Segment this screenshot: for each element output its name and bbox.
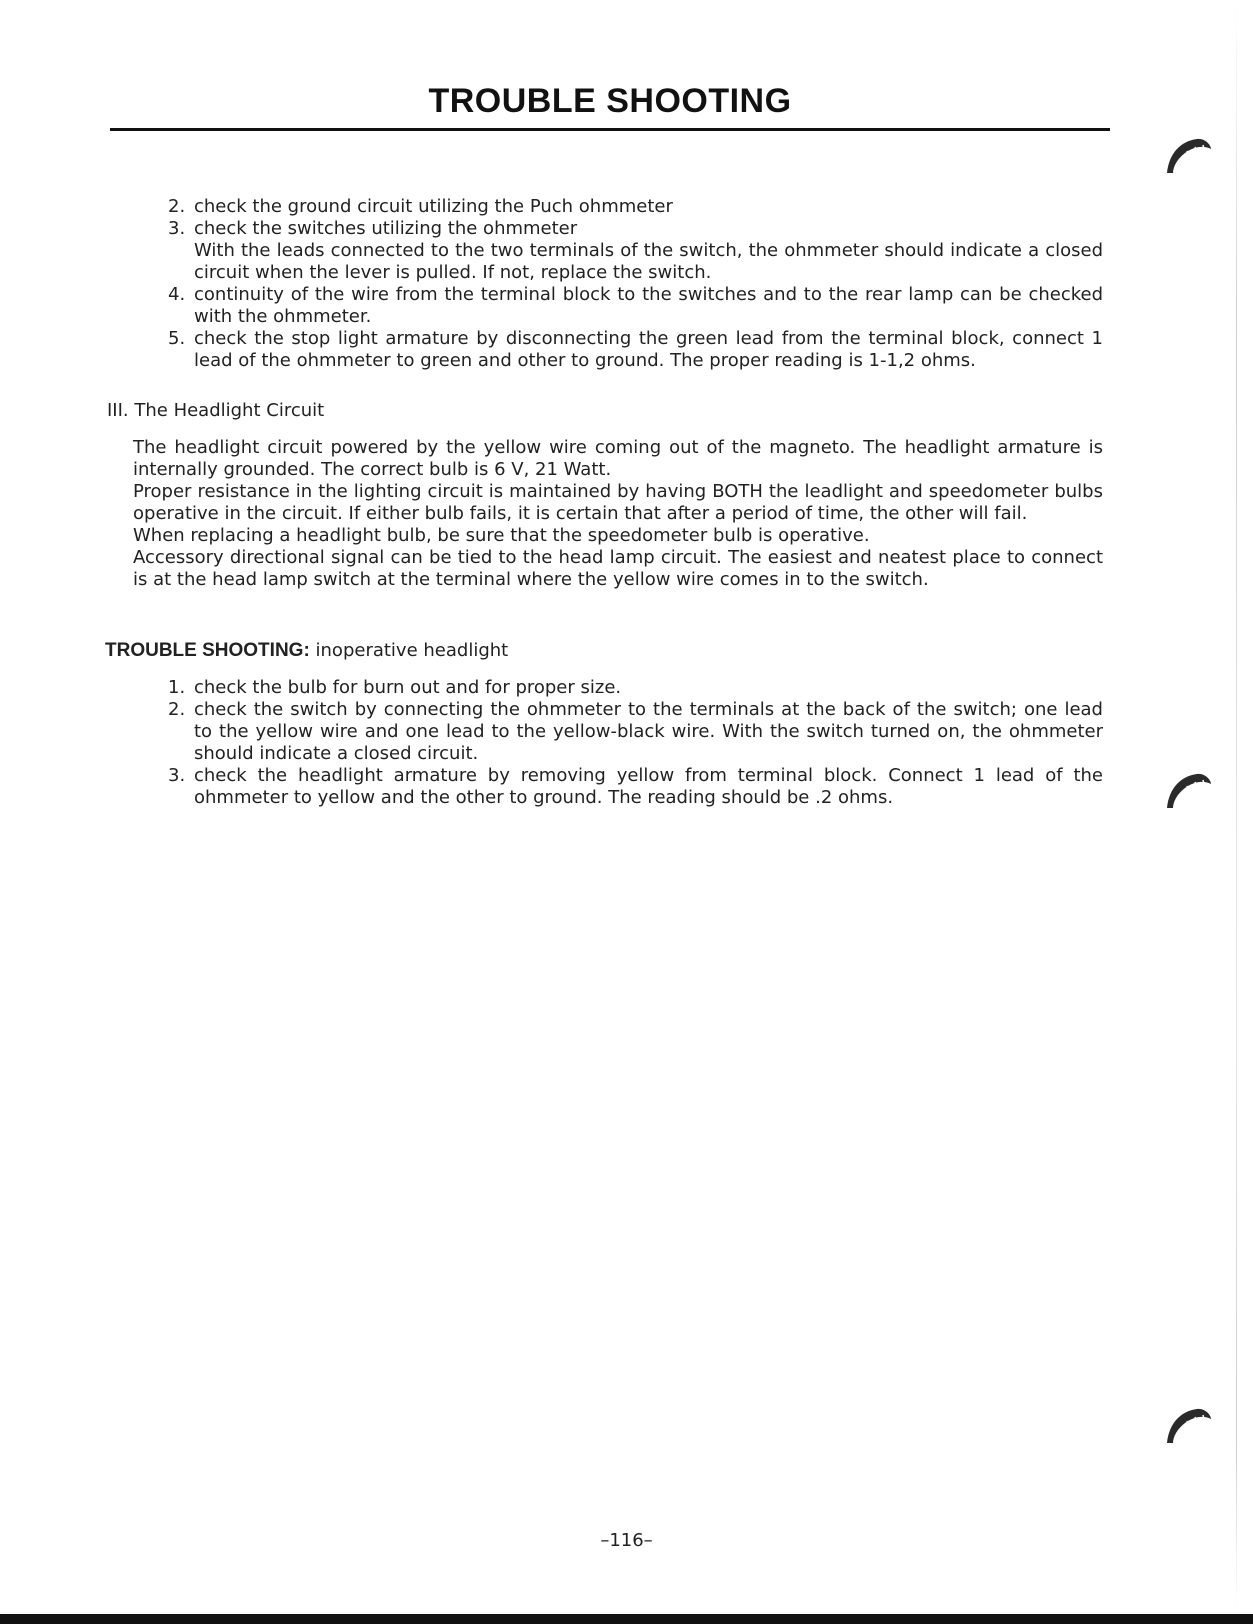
trouble-shooting-label: TROUBLE SHOOTING:: [105, 640, 310, 661]
list-item-text: check the bulb for burn out and for proper size.: [194, 677, 622, 698]
list-item: [168, 328, 1103, 372]
headlight-circuit-text: [133, 437, 1103, 591]
binder-hole-icon: [1163, 1405, 1213, 1445]
scan-edge-line: [1236, 0, 1237, 1610]
list-item: [168, 284, 1103, 328]
list-item-number: 1.: [168, 677, 186, 698]
paragraph: The headlight circuit powered by the yellow wire coming out of the magneto. The headlight armature is internally grounded. The correct bulb is 6 V, 21 Watt.: [133, 437, 1103, 480]
binder-hole-icon: [1163, 135, 1213, 175]
list-item-text: check the switches utilizing the ohmmeter: [194, 218, 578, 239]
binder-hole-icon: [1163, 770, 1213, 810]
list-item-text: check the ground circuit utilizing the Puch ohmmeter: [194, 196, 673, 217]
trouble-shooting-heading: [105, 640, 508, 662]
list-item-text: With the leads connected to the two terminals of the switch, the ohmmeter should indicate a closed circuit when the lever is pulled. If not, replace the switch.: [194, 240, 1103, 283]
list-item-number: 2.: [168, 196, 186, 217]
list-item-number: 2.: [168, 699, 186, 720]
headlight-check-list: [168, 677, 1103, 809]
list-item-text: continuity of the wire from the terminal block to the switches and to the rear lamp can be checked with the ohmmeter.: [194, 284, 1103, 327]
page-number: –116–: [600, 1530, 653, 1551]
list-item: [168, 196, 1103, 218]
list-item-number: 3.: [168, 218, 186, 239]
list-item-number: 3.: [168, 765, 186, 786]
list-item-text: check the stop light armature by disconnecting the green lead from the terminal block, connect 1 lead of the ohmmeter to green and other to ground. The proper reading is 1-1,2 ohms.: [194, 328, 1103, 371]
paragraph: Accessory directional signal can be tied to the head lamp circuit. The easiest and neatest place to connect is at the head lamp switch at the terminal where the yellow wire comes in to the switch.: [133, 547, 1103, 590]
title-rule: [110, 128, 1110, 131]
trouble-shooting-subject: inoperative headlight: [315, 640, 509, 661]
list-item-number: 4.: [168, 284, 186, 305]
paragraph: Proper resistance in the lighting circuit is maintained by having BOTH the leadlight and speedometer bulbs operative in the circuit. If either bulb fails, it is certain that after a period of time, the other will fail.: [133, 481, 1103, 524]
section-heading: III. The Headlight Circuit: [107, 400, 325, 421]
list-item: [168, 765, 1103, 809]
list-item-text: check the headlight armature by removing yellow from terminal block. Connect 1 lead of the ohmmeter to yellow and the other to ground. The reading should be .2 ohms.: [194, 765, 1103, 808]
list-item-text: check the switch by connecting the ohmmeter to the terminals at the back of the switch; one lead to the yellow wire and one lead to the yellow-black wire. With the switch turned on, the ohmmeter should indicate a closed circuit.: [194, 699, 1103, 764]
list-item: [168, 677, 1103, 699]
list-item-number: 5.: [168, 328, 186, 349]
paragraph: When replacing a headlight bulb, be sure that the speedometer bulb is operative.: [133, 525, 870, 546]
list-item: [168, 699, 1103, 765]
page-title: TROUBLE SHOOTING: [428, 82, 792, 120]
list-item: [168, 218, 1103, 284]
scan-bottom-edge: [0, 1614, 1253, 1624]
switch-check-list: [168, 196, 1103, 372]
